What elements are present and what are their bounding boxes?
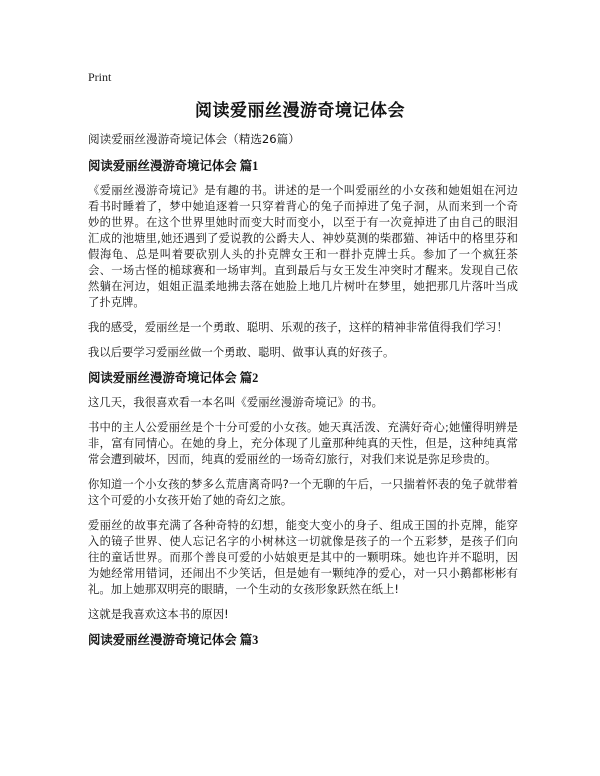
paragraph: 我以后要学习爱丽丝做一个勇敢、聪明、做事认真的好孩子。 [88,346,395,359]
paragraph: 爱丽丝的故事充满了各种奇特的幻想，能变大变小的身子、组成王国的扑克牌，能穿入的镜子世界、使人忘记名字的小树林这一切就像是孩子的一个五彩梦，是孩子们向往的童话世界。而那个善良可爱的小姑娘更是其中的一颗明珠。她也许并不聪明，因为她经常用错词，还闹出不少笑话，但是她有一颗纯净的爱心，对一只小鹅都彬彬有礼。加上她那双明亮的眼睛，一个生动的女孩形象跃然在纸上! [88,519,518,596]
paragraph: 你知道一个小女孩的梦多么荒唐离奇吗?一个无聊的午后，一只揣着怀表的兔子就带着这个可爱的小女孩开始了她的奇幻之旅。 [88,478,518,507]
paragraph: 《爱丽丝漫游奇境记》是有趣的书。讲述的是一个叫爱丽丝的小女孩和她姐姐在河边看书时睡着了，梦中她追逐着一只穿着背心的兔子而掉进了兔子洞，从而来到一个奇妙的世界。在这个世界里她时而变大时而变小，以至于有一次竟掉进了由自己的眼泪汇成的池塘里,她还遇到了爱说教的公爵夫人、神妙莫测的柴郡猫、神话中的格里芬和假海龟、总是叫着要砍别人头的扑克牌女王和一群扑克牌士兵。参加了一个疯狂茶会、一场古怪的槌球赛和一场审判。直到最后与女王发生冲突时才醒来。发现自己依然躺在河边，姐姐正温柔地拂去落在她脸上地几片树叶在梦里，她把那几片落叶当成了扑克牌。 [88,184,518,309]
page-title: 阅读爱丽丝漫游奇境记体会 [195,101,405,121]
section-heading-3: 阅读爱丽丝漫游奇境记体会 篇3 [88,633,259,647]
section-heading-1: 阅读爱丽丝漫游奇境记体会 篇1 [88,159,259,173]
document-subtitle: 阅读爱丽丝漫游奇境记体会（精选26篇） [88,132,300,146]
paragraph: 书中的主人公爱丽丝是个十分可爱的小女孩。她天真活泼、充满好奇心;她懂得明辨是非，富有同情心。在她的身上，充分体现了儿童那种纯真的天性，但是，这种纯真常常会遭到破坏，因而，纯真的爱丽丝的一场奇幻旅行，对我们来说是弥足珍贵的。 [88,421,518,466]
print-link[interactable]: Print [88,70,112,84]
section-heading-2: 阅读爱丽丝漫游奇境记体会 篇2 [88,371,259,385]
document-body [88,131,518,657]
paragraph: 我的感受，爱丽丝是一个勇敢、聪明、乐观的孩子，这样的精神非常值得我们学习！ [88,321,508,334]
paragraph: 这就是我喜欢这本书的原因! [88,608,229,621]
paragraph: 这几天，我很喜欢看一本名叫《爱丽丝漫游奇境记》的书。 [88,396,384,409]
